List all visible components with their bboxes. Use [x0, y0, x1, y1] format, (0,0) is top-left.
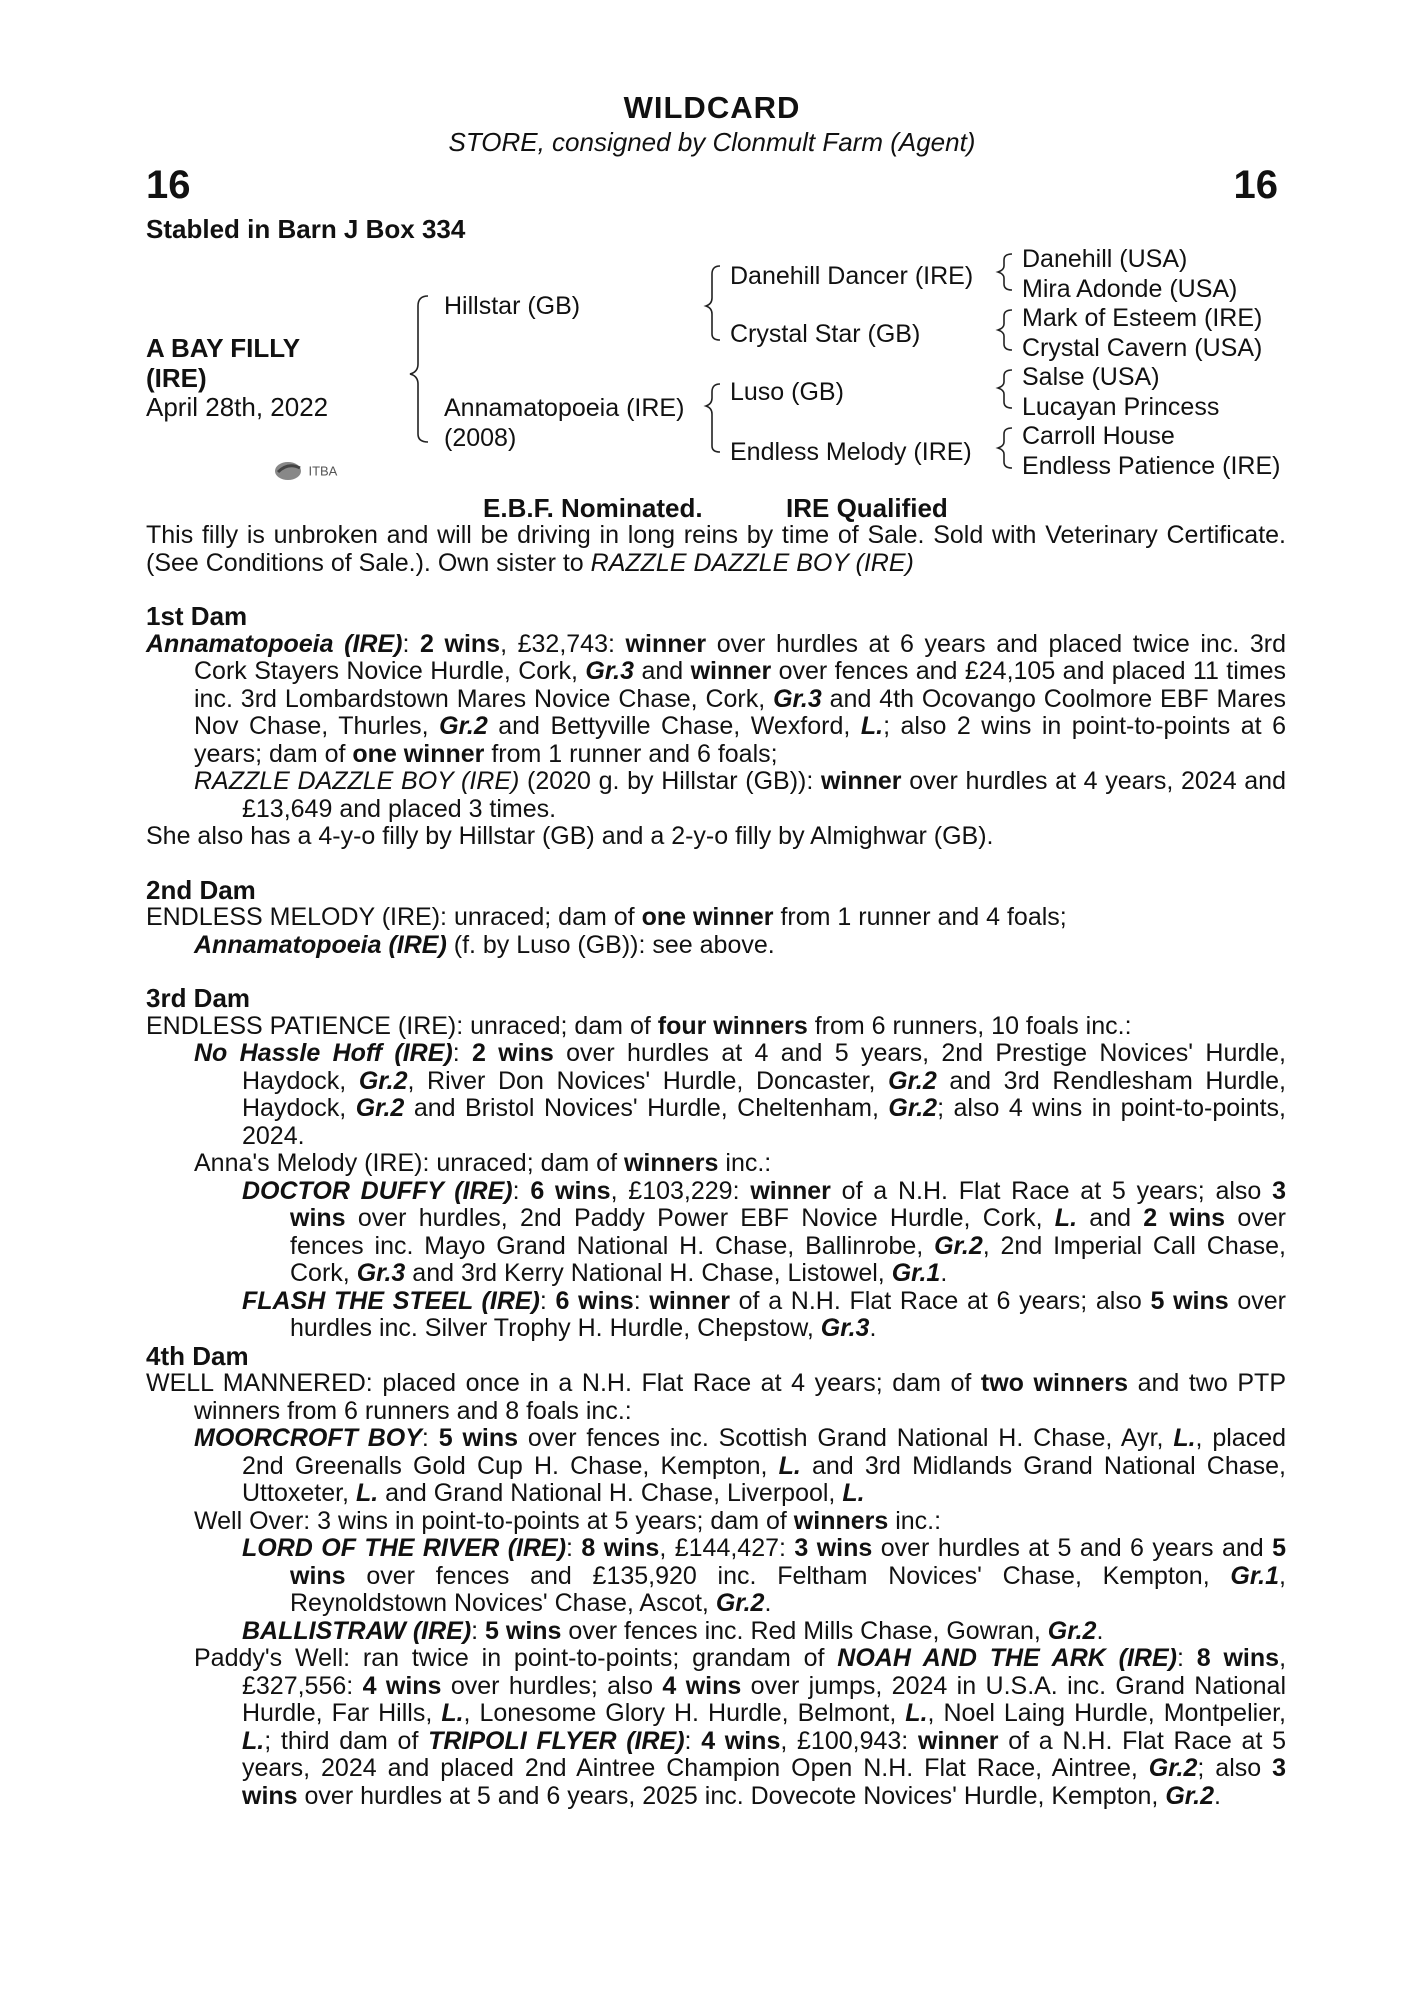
pedigree-g8: Endless Patience (IRE) [1022, 452, 1281, 480]
third-dam-entry: ENDLESS PATIENCE (IRE): unraced; dam of four winners from 6 runners, 10 foals inc.: [146, 1011, 1132, 1040]
produce-annas-melody: Anna's Melody (IRE): unraced; dam of winners inc.: [194, 1149, 772, 1177]
second-dam-heading: 2nd Dam [146, 874, 256, 905]
pedigree-dam-sire: Luso (GB) [730, 378, 844, 406]
pedigree-sire-sire: Danehill Dancer (IRE) [730, 262, 974, 290]
first-dam-name: Annamatopoeia (IRE) [146, 629, 403, 658]
first-dam-also: She also has a 4-y-o filly by Hillstar (GB) and a 2-y-o filly by Almighwar (GB). [146, 822, 994, 850]
page-title: WILDCARD [623, 90, 801, 125]
pedigree-dam-dam: Endless Melody (IRE) [730, 438, 972, 466]
own-sister-name: RAZZLE DAZZLE BOY (IRE) [590, 548, 914, 577]
pedigree-sire-dam: Crystal Star (GB) [730, 320, 921, 348]
intro-paragraph: This filly is unbroken and will be driving in long reins by time of Sale. Sold with Veterinary Certificate. (See Conditions of Sale.). Own sister to RAZZLE DAZZLE BOY (IRE) [146, 521, 1286, 577]
third-dam-heading: 3rd Dam [146, 983, 251, 1013]
horse-country: (IRE) [146, 363, 207, 393]
first-dam-produce: RAZZLE DAZZLE BOY (IRE) (2020 g. by Hillstar (GB)): winner over hurdles at 4 years, 2024 and £13,649 and placed 3 times. [194, 767, 1286, 823]
produce-paddys-well: Paddy's Well: ran twice in point-to-points; grandam of NOAH AND THE ARK (IRE): 8 wins, £327,556: 4 wins over hurdles; also 4 wins over jumps, 2024 in U.S.A. inc. Grand National Hurdle, Far Hills, L., Lonesome Glory H. Hurdle, Belmont, L., Noel Laing Hurdle, Montpelier, L.; third dam of TRIPOLI FLYER (IRE): 4 wins, £100,943: winner of a N.H. Flat Race at 5 years, 2024 and placed 2nd Aintree Champion Open N.H. Flat Race, Aintree, Gr.2; also 3 wins over hurdles at 5 and 6 years, 2025 inc. Dovecote Novices' Hurdle, Kempton, Gr.2. [194, 1644, 1287, 1810]
first-dam-heading: 1st Dam [146, 601, 248, 631]
pedigree-dam: Annamatopoeia (IRE) [444, 394, 685, 422]
produce-doctor-duffy: DOCTOR DUFFY (IRE): 6 wins, £103,229: winner of a N.H. Flat Race at 5 years; also 3 wins over hurdles, 2nd Paddy Power EBF Novice Hurdle, Cork, L. and 2 wins over fences inc. Mayo Grand National H. Chase, Ballinrobe, Gr.2, 2nd Imperial Call Chase, Cork, Gr.3 and 3rd Kerry National H. Chase, Listowel, Gr.1. [242, 1176, 1286, 1287]
pedigree-g4: Crystal Cavern (USA) [1022, 334, 1263, 362]
produce-well-over: Well Over: 3 wins in point-to-points at 5 years; dam of winners inc.: [194, 1506, 942, 1535]
second-dam-entry: ENDLESS MELODY (IRE): unraced; dam of one winner from 1 runner and 4 foals; [146, 903, 1067, 931]
produce-no-hassle-hoff: No Hassle Hoff (IRE): 2 wins over hurdles at 4 and 5 years, 2nd Prestige Novices' Hurdle, Haydock, Gr.2, River Don Novices' Hurdle, Doncaster, Gr.2 and 3rd Rendlesham Hurdle, Haydock, Gr.2 and Bristol Novices' Hurdle, Cheltenham, Gr.2; also 4 wins in point-to-points, 2024. [194, 1039, 1286, 1150]
produce-ballistraw: BALLISTRAW (IRE): 5 wins over fences inc. Red Mills Chase, Gowran, Gr.2. [242, 1616, 1104, 1645]
second-dam-produce: Annamatopoeia (IRE) (f. by Luso (GB)): see above. [194, 930, 775, 959]
lot-number-right: 16 [1233, 163, 1278, 207]
catalogue-body [146, 522, 1286, 1810]
produce-lord-of-the-river: LORD OF THE RIVER (IRE): 8 wins, £144,427: 3 wins over hurdles at 5 and 6 years and 5 wins over fences and £135,920 inc. Feltham Novices' Chase, Kempton, Gr.1, Reynoldstown Novices' Chase, Ascot, Gr.2. [242, 1534, 1287, 1617]
ire-qualified: IRE Qualified [786, 493, 948, 523]
itba-logo [274, 460, 337, 482]
pedigree-g7: Carroll House [1022, 422, 1175, 450]
fourth-dam-heading: 4th Dam [146, 1340, 249, 1371]
horse-dob: April 28th, 2022 [146, 392, 329, 422]
pedigree-g6: Lucayan Princess [1022, 393, 1220, 421]
stabling-info: Stabled in Barn J Box 334 [146, 214, 466, 244]
fourth-dam-entry: WELL MANNERED: placed once in a N.H. Flat Race at 4 years; dam of two winners and two PTP winners from 6 runners and 8 foals inc.: [146, 1369, 1286, 1425]
itba-logo-text: ITBA [308, 463, 338, 479]
pedigree-sire: Hillstar (GB) [444, 292, 581, 320]
pedigree-g1: Danehill (USA) [1022, 245, 1188, 273]
pedigree-g3: Mark of Esteem (IRE) [1022, 304, 1263, 332]
consignor-line: STORE, consigned by Clonmult Farm (Agent) [448, 127, 976, 157]
horse-description: A BAY FILLY [146, 333, 301, 363]
ebf-nominated: E.B.F. Nominated. [483, 493, 703, 523]
first-dam-entry: Annamatopoeia (IRE): 2 wins, £32,743: winner over hurdles at 6 years and placed twice inc. 3rd Cork Stayers Novice Hurdle, Cork, Gr.3 and winner over fences and £24,105 and placed 11 times inc. 3rd Lombardstown Mares Novice Chase, Cork, Gr.3 and 4th Ocovango Coolmore EBF Mares Nov Chase, Thurles, Gr.2 and Bettyville Chase, Wexford, L.; also 2 wins in point-to-points at 6 years; dam of one winner from 1 runner and 6 foals; [146, 629, 1287, 768]
lot-number-left: 16 [146, 163, 191, 207]
pedigree-g2: Mira Adonde (USA) [1022, 275, 1238, 303]
pedigree-g5: Salse (USA) [1022, 363, 1160, 391]
pedigree-brackets [0, 0, 1424, 500]
produce-moorcroft-boy: MOORCROFT BOY: 5 wins over fences inc. Scottish Grand National H. Chase, Ayr, L., placed 2nd Greenalls Gold Cup H. Chase, Kempton, L. and 3rd Midlands Grand National Chase, Uttoxeter, L. and Grand National H. Chase, Liverpool, L. [194, 1424, 1286, 1507]
produce-flash-the-steel: FLASH THE STEEL (IRE): 6 wins: winner of a N.H. Flat Race at 6 years; also 5 wins over hurdles inc. Silver Trophy H. Hurdle, Chepstow, Gr.3. [242, 1286, 1286, 1342]
pedigree-dam-year: (2008) [444, 424, 517, 452]
itba-logo-icon [274, 460, 304, 482]
